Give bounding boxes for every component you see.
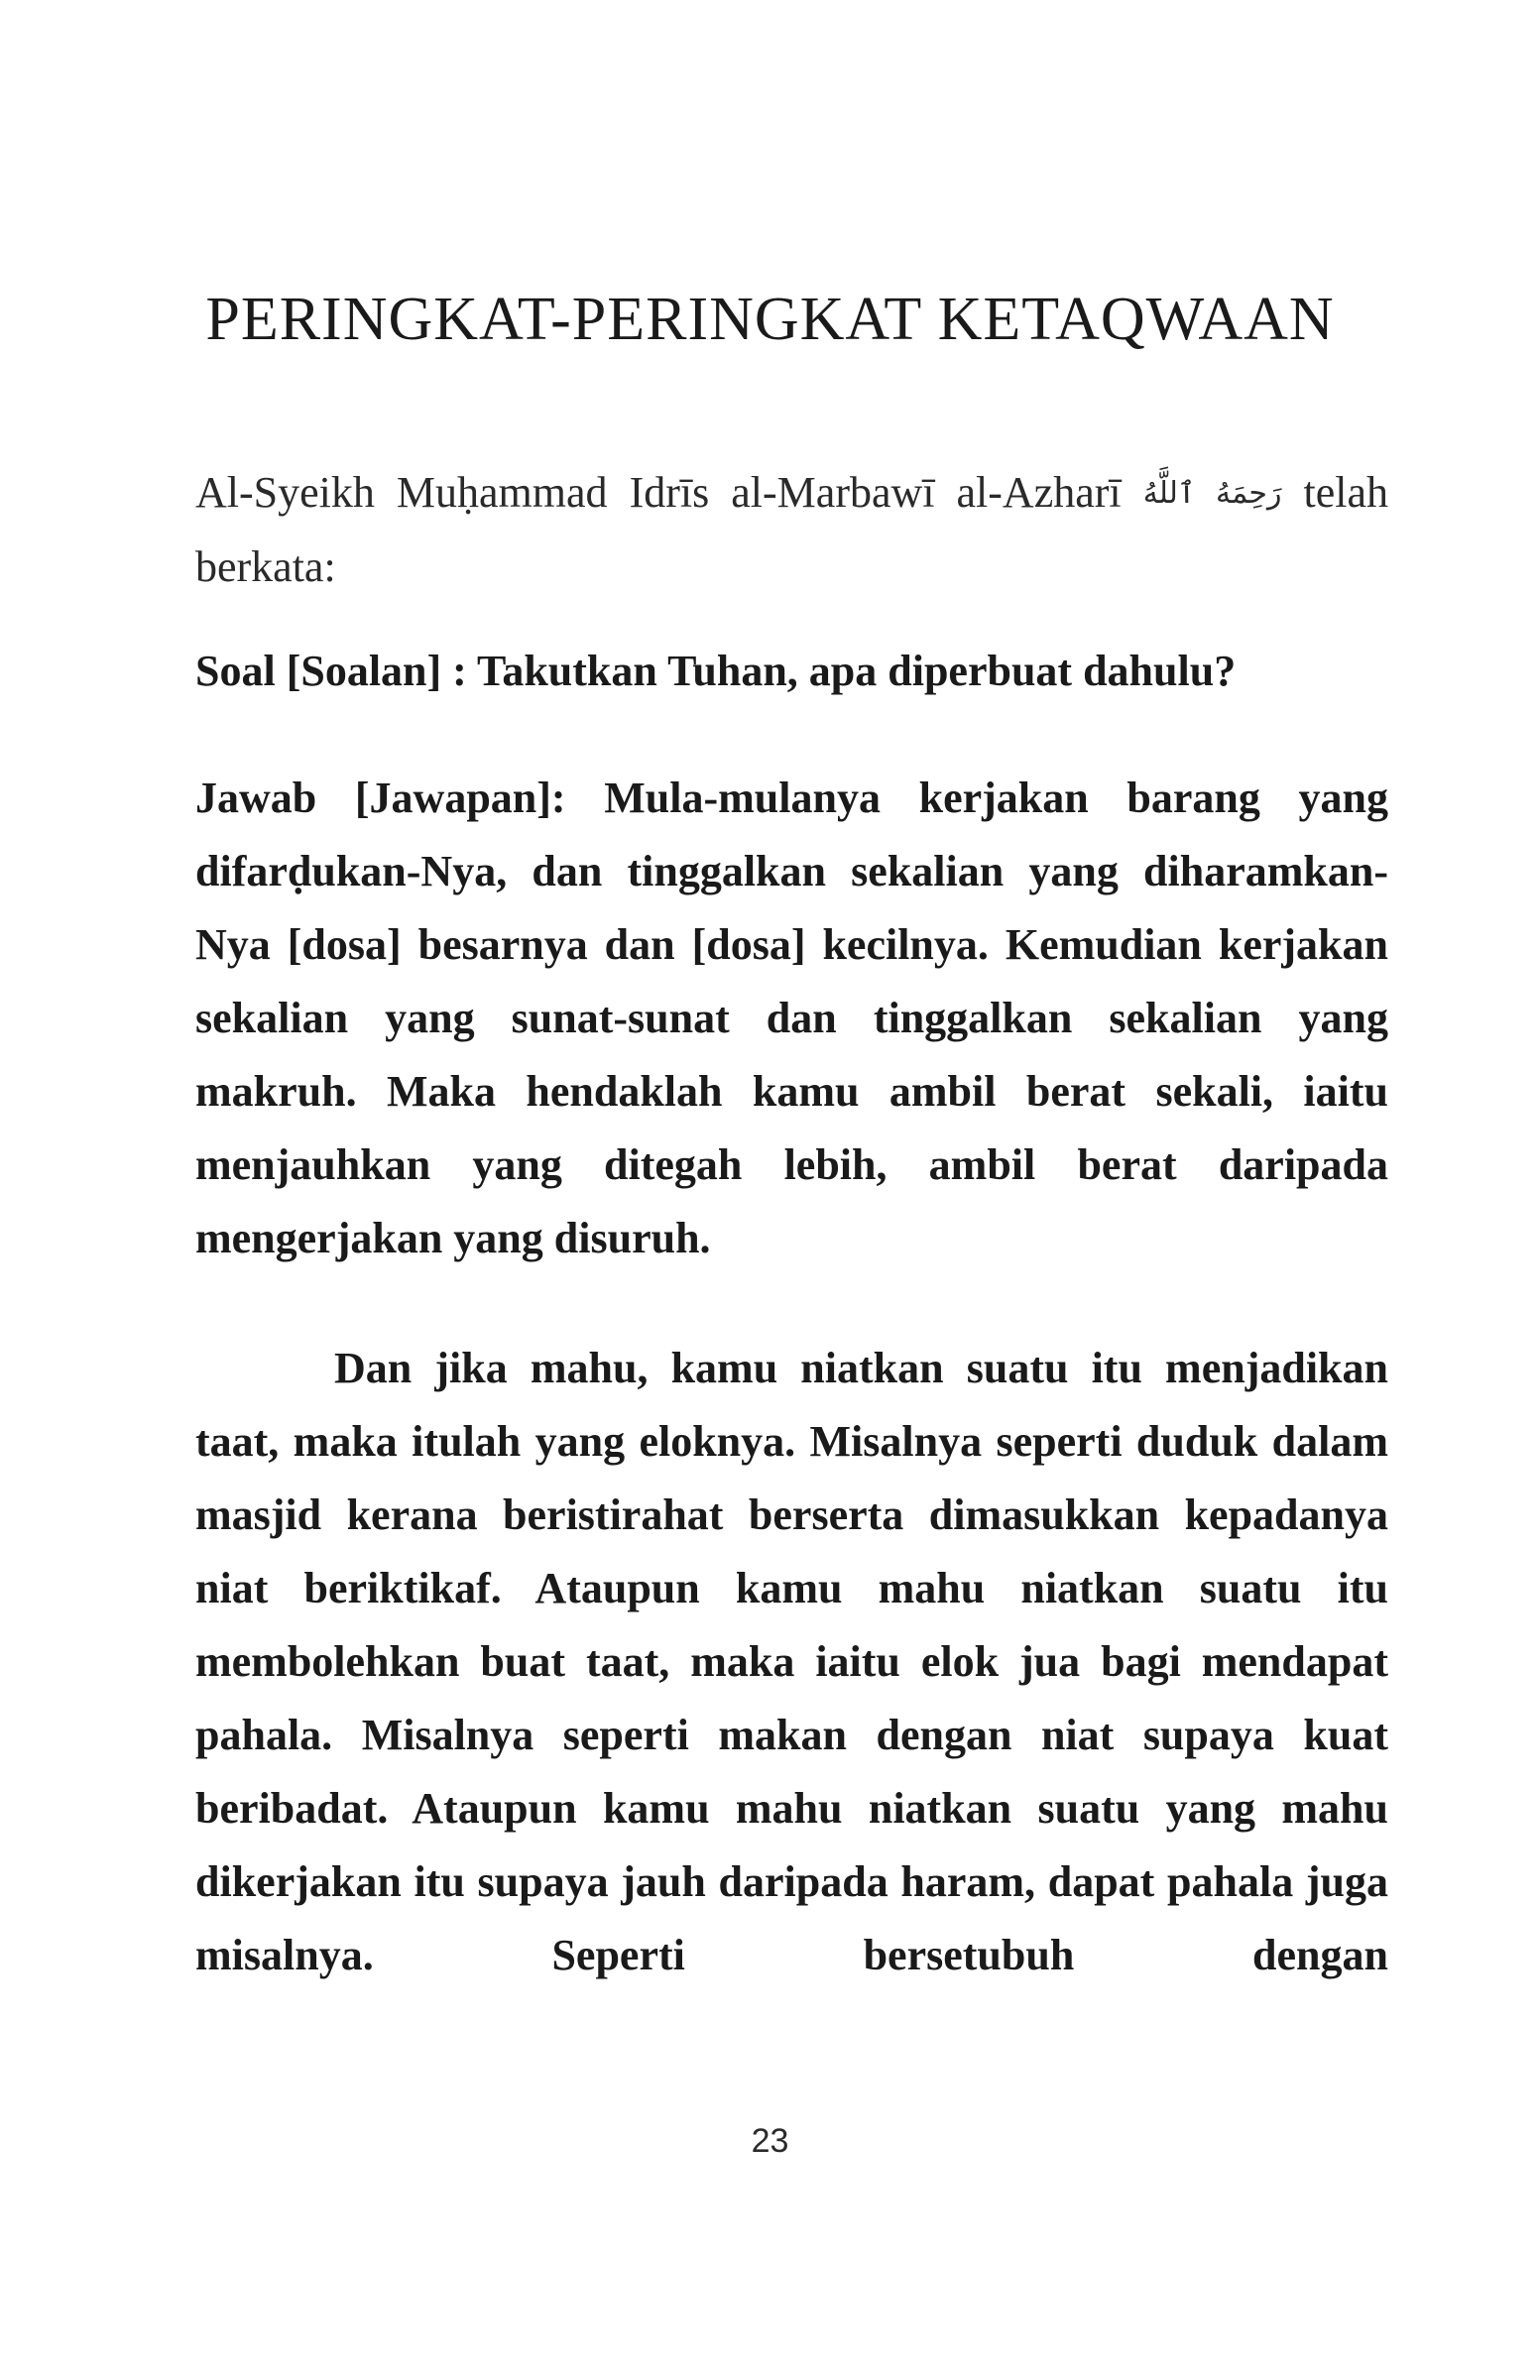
intro-text-after: telah berkata: xyxy=(195,468,1388,591)
honorific-arabic: رَحِمَهُ ٱللَّهُ xyxy=(1142,476,1282,511)
intro-text-before: Al-Syeikh Muḥammad Idrīs al-Marbawī al-Azharī xyxy=(195,468,1122,517)
page-number: 23 xyxy=(751,2122,789,2160)
answer-paragraph: Jawab [Jawapan]: Mula-mulanya kerjakan barang yang difarḍukan-Nya, dan tinggalkan sekalian yang diharamkan-Nya [dosa] besarnya dan [dosa] kecilnya. Kemudian kerjakan sekalian yang sunat-sunat dan tinggalkan sekalian yang makruh. Maka hendaklah kamu ambil berat sekali, iaitu menjauhkan yang ditegah lebih, ambil berat daripada mengerjakan yang disuruh. xyxy=(195,774,1388,1262)
chapter-title: PERINGKAT-PERINGKAT KETAQWAAN xyxy=(205,286,1335,353)
body-paragraph: Dan jika mahu, kamu niatkan suatu itu menjadikan taat, maka itulah yang eloknya. Misalnya seperti duduk dalam masjid kerana beristirahat berserta dimasukkan kepadanya niat beriktikaf. Ataupun kamu mahu niatkan suatu itu membolehkan buat taat, maka iaitu elok jua bagi mendapat pahala. Misalnya seperti makan dengan niat supaya kuat beribadat. Ataupun kamu mahu niatkan suatu yang mahu dikerjakan itu supaya jauh daripada haram, dapat pahala juga misalnya. Seperti bersetubuh dengan xyxy=(195,1344,1388,1979)
intro-paragraph xyxy=(195,456,1388,604)
question-paragraph: Soal [Soalan] : Takutkan Tuhan, apa diperbuat dahulu? xyxy=(195,647,1237,695)
